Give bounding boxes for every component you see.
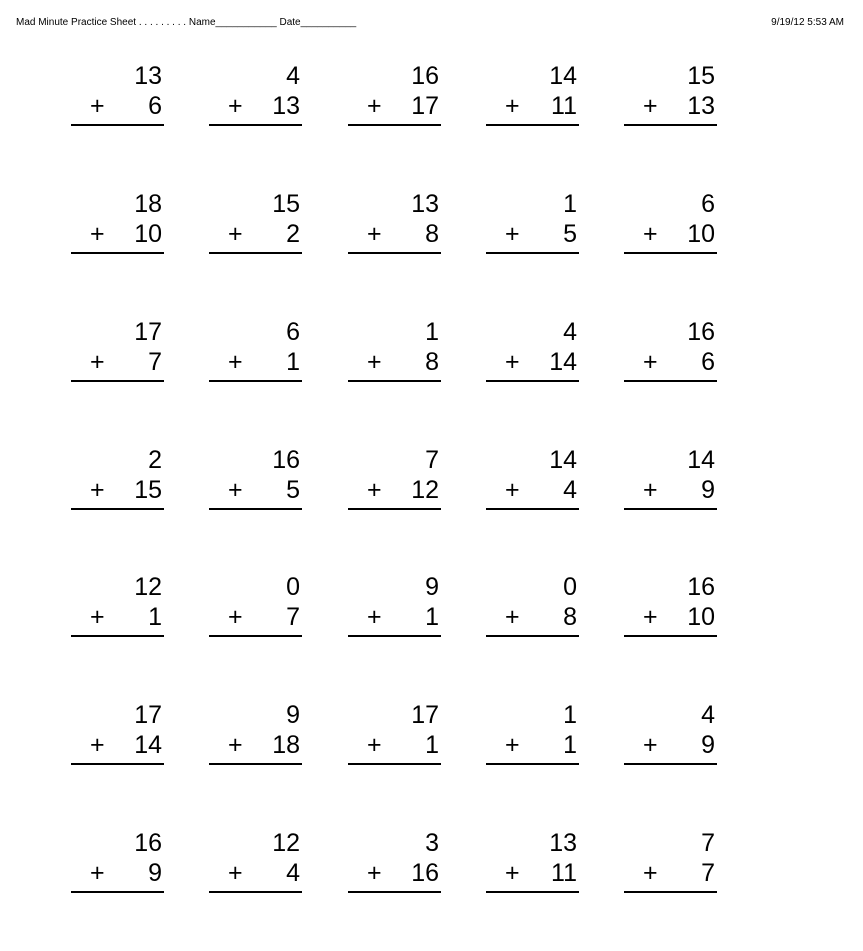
plus-sign: +: [367, 859, 382, 887]
bottom-addend: 13: [272, 92, 300, 120]
addition-problem: [348, 446, 441, 516]
addition-problem: [624, 573, 717, 643]
top-addend: 17: [134, 318, 162, 346]
bottom-addend: 13: [687, 92, 715, 120]
bottom-addend: 1: [425, 603, 439, 631]
sheet-title: Mad Minute Practice Sheet . . . . . . . . . Name___________ Date__________: [16, 17, 357, 28]
plus-sign: +: [643, 220, 658, 248]
top-addend: 16: [272, 446, 300, 474]
plus-sign: +: [367, 92, 382, 120]
bottom-addend: 10: [687, 220, 715, 248]
answer-line: [486, 763, 579, 765]
answer-line: [71, 891, 164, 893]
top-addend: 16: [134, 829, 162, 857]
top-addend: 2: [148, 446, 162, 474]
plus-sign: +: [90, 731, 105, 759]
addition-problem: [71, 446, 164, 516]
bottom-addend: 1: [425, 731, 439, 759]
plus-sign: +: [90, 92, 105, 120]
bottom-addend: 9: [148, 859, 162, 887]
top-addend: 6: [286, 318, 300, 346]
top-addend: 17: [134, 701, 162, 729]
top-addend: 9: [425, 573, 439, 601]
plus-sign: +: [505, 731, 520, 759]
bottom-addend: 11: [551, 859, 577, 887]
bottom-addend: 7: [701, 859, 715, 887]
answer-line: [209, 124, 302, 126]
bottom-addend: 1: [286, 348, 300, 376]
answer-line: [348, 508, 441, 510]
bottom-addend: 10: [687, 603, 715, 631]
top-addend: 14: [549, 62, 577, 90]
addition-problem: [348, 573, 441, 643]
addition-problem: [486, 829, 579, 899]
bottom-addend: 14: [134, 731, 162, 759]
plus-sign: +: [643, 859, 658, 887]
plus-sign: +: [228, 731, 243, 759]
addition-problem: [624, 190, 717, 260]
answer-line: [348, 124, 441, 126]
answer-line: [486, 380, 579, 382]
top-addend: 9: [286, 701, 300, 729]
answer-line: [486, 508, 579, 510]
addition-problem: [486, 573, 579, 643]
top-addend: 13: [411, 190, 439, 218]
answer-line: [486, 252, 579, 254]
answer-line: [209, 380, 302, 382]
top-addend: 14: [687, 446, 715, 474]
plus-sign: +: [505, 603, 520, 631]
addition-problem: [209, 701, 302, 771]
answer-line: [209, 635, 302, 637]
top-addend: 7: [701, 829, 715, 857]
plus-sign: +: [505, 348, 520, 376]
top-addend: 13: [549, 829, 577, 857]
plus-sign: +: [505, 92, 520, 120]
bottom-addend: 6: [701, 348, 715, 376]
answer-line: [624, 891, 717, 893]
plus-sign: +: [367, 603, 382, 631]
bottom-addend: 16: [411, 859, 439, 887]
addition-problem: [348, 318, 441, 388]
plus-sign: +: [228, 92, 243, 120]
top-addend: 18: [134, 190, 162, 218]
answer-line: [486, 891, 579, 893]
addition-problem: [209, 190, 302, 260]
bottom-addend: 9: [701, 731, 715, 759]
plus-sign: +: [367, 476, 382, 504]
bottom-addend: 6: [148, 92, 162, 120]
top-addend: 12: [134, 573, 162, 601]
addition-problem: [71, 573, 164, 643]
addition-problem: [348, 829, 441, 899]
answer-line: [624, 380, 717, 382]
bottom-addend: 9: [701, 476, 715, 504]
plus-sign: +: [228, 859, 243, 887]
bottom-addend: 4: [563, 476, 577, 504]
answer-line: [348, 891, 441, 893]
top-addend: 15: [687, 62, 715, 90]
plus-sign: +: [505, 220, 520, 248]
addition-problem: [624, 829, 717, 899]
answer-line: [624, 635, 717, 637]
top-addend: 17: [411, 701, 439, 729]
answer-line: [486, 635, 579, 637]
answer-line: [624, 252, 717, 254]
plus-sign: +: [505, 859, 520, 887]
answer-line: [209, 891, 302, 893]
answer-line: [209, 508, 302, 510]
top-addend: 1: [563, 701, 577, 729]
plus-sign: +: [90, 348, 105, 376]
bottom-addend: 1: [563, 731, 577, 759]
plus-sign: +: [228, 348, 243, 376]
answer-line: [71, 252, 164, 254]
addition-problem: [624, 62, 717, 132]
plus-sign: +: [367, 731, 382, 759]
answer-line: [624, 763, 717, 765]
plus-sign: +: [367, 348, 382, 376]
bottom-addend: 1: [148, 603, 162, 631]
top-addend: 1: [563, 190, 577, 218]
addition-problem: [624, 318, 717, 388]
addition-problem: [209, 62, 302, 132]
bottom-addend: 18: [272, 731, 300, 759]
addition-problem: [209, 446, 302, 516]
answer-line: [71, 508, 164, 510]
addition-problem: [209, 573, 302, 643]
top-addend: 4: [563, 318, 577, 346]
bottom-addend: 8: [425, 348, 439, 376]
plus-sign: +: [90, 220, 105, 248]
addition-problem: [624, 446, 717, 516]
bottom-addend: 10: [134, 220, 162, 248]
answer-line: [71, 635, 164, 637]
plus-sign: +: [643, 476, 658, 504]
print-timestamp: 9/19/12 5:53 AM: [771, 17, 844, 28]
answer-line: [348, 380, 441, 382]
top-addend: 12: [272, 829, 300, 857]
answer-line: [624, 508, 717, 510]
top-addend: 4: [286, 62, 300, 90]
addition-problem: [486, 318, 579, 388]
plus-sign: +: [505, 476, 520, 504]
answer-line: [71, 380, 164, 382]
top-addend: 4: [701, 701, 715, 729]
plus-sign: +: [90, 859, 105, 887]
bottom-addend: 8: [425, 220, 439, 248]
bottom-addend: 4: [286, 859, 300, 887]
bottom-addend: 7: [286, 603, 300, 631]
plus-sign: +: [90, 603, 105, 631]
addition-problem: [348, 62, 441, 132]
plus-sign: +: [643, 348, 658, 376]
plus-sign: +: [90, 476, 105, 504]
top-addend: 6: [701, 190, 715, 218]
addition-problem: [209, 318, 302, 388]
addition-problem: [71, 190, 164, 260]
top-addend: 14: [549, 446, 577, 474]
top-addend: 3: [425, 829, 439, 857]
answer-line: [348, 635, 441, 637]
answer-line: [209, 252, 302, 254]
addition-problem: [486, 446, 579, 516]
bottom-addend: 8: [563, 603, 577, 631]
bottom-addend: 5: [286, 476, 300, 504]
plus-sign: +: [643, 603, 658, 631]
plus-sign: +: [643, 731, 658, 759]
bottom-addend: 15: [134, 476, 162, 504]
bottom-addend: 5: [563, 220, 577, 248]
answer-line: [486, 124, 579, 126]
addition-problem: [209, 829, 302, 899]
bottom-addend: 11: [551, 92, 577, 120]
top-addend: 16: [687, 573, 715, 601]
top-addend: 13: [134, 62, 162, 90]
top-addend: 16: [411, 62, 439, 90]
top-addend: 1: [425, 318, 439, 346]
answer-line: [624, 124, 717, 126]
addition-problem: [486, 190, 579, 260]
top-addend: 7: [425, 446, 439, 474]
bottom-addend: 14: [549, 348, 577, 376]
top-addend: 15: [272, 190, 300, 218]
addition-problem: [624, 701, 717, 771]
plus-sign: +: [228, 220, 243, 248]
top-addend: 0: [563, 573, 577, 601]
answer-line: [348, 763, 441, 765]
bottom-addend: 17: [411, 92, 439, 120]
plus-sign: +: [228, 476, 243, 504]
answer-line: [71, 763, 164, 765]
answer-line: [348, 252, 441, 254]
addition-problem: [486, 701, 579, 771]
addition-problem: [71, 829, 164, 899]
bottom-addend: 2: [286, 220, 300, 248]
addition-problem: [71, 701, 164, 771]
plus-sign: +: [643, 92, 658, 120]
addition-problem: [486, 62, 579, 132]
plus-sign: +: [367, 220, 382, 248]
addition-problem: [71, 318, 164, 388]
plus-sign: +: [228, 603, 243, 631]
addition-problem: [71, 62, 164, 132]
top-addend: 0: [286, 573, 300, 601]
bottom-addend: 12: [411, 476, 439, 504]
answer-line: [209, 763, 302, 765]
bottom-addend: 7: [148, 348, 162, 376]
addition-problem: [348, 701, 441, 771]
answer-line: [71, 124, 164, 126]
top-addend: 16: [687, 318, 715, 346]
addition-problem: [348, 190, 441, 260]
